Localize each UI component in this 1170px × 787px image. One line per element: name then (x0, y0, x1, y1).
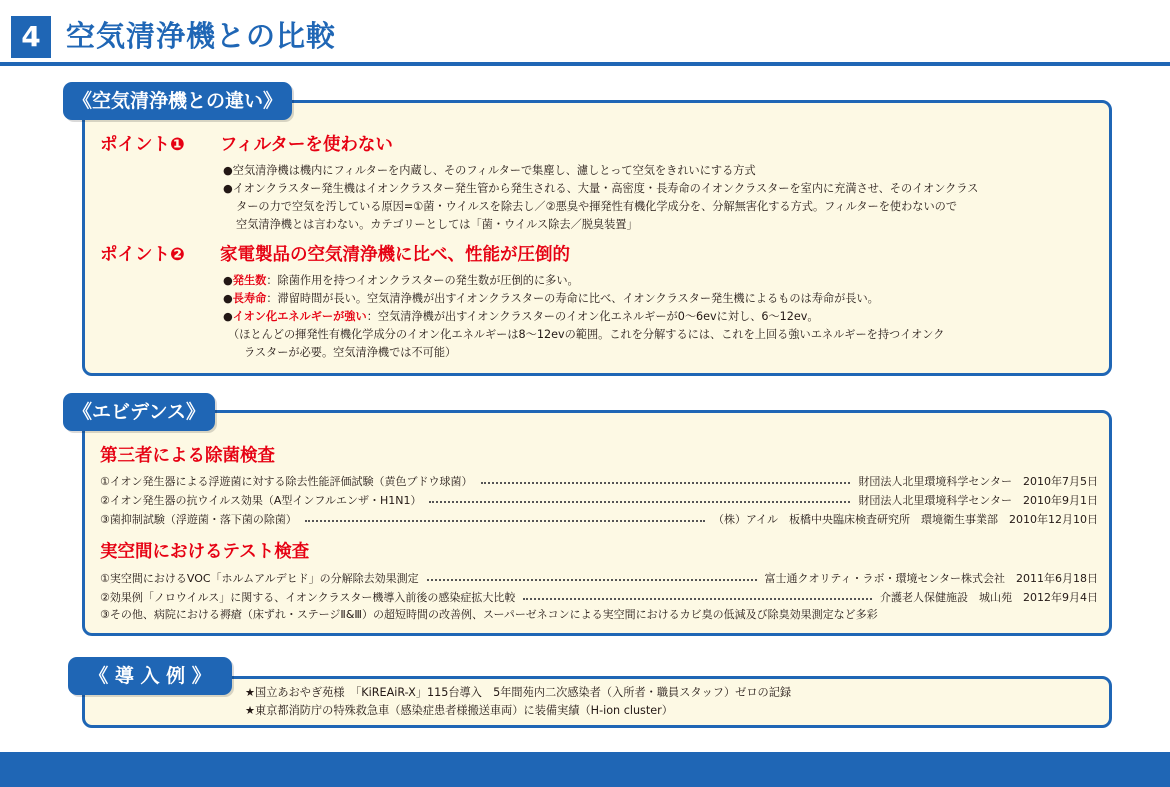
page-header (0, 0, 1170, 70)
differences-tab: 《空気清浄機との違い》 (63, 82, 292, 120)
leader-dots (305, 520, 705, 522)
third-party-heading: 第三者による除菌検査 (100, 446, 275, 466)
leader-dots (481, 482, 851, 484)
leader-dots (523, 598, 872, 600)
footer-bar (0, 752, 1170, 787)
point2-term: 長寿命 (232, 292, 267, 305)
page-title: 空気清浄機との比較 (66, 19, 337, 53)
leader-dots (429, 501, 850, 503)
point2-heading (100, 243, 570, 267)
point1-line: ●空気清浄機は機内にフィルターを内蔵し、そのフィルターで集塵し、濾しとって空気をきれいにする方式 (223, 164, 756, 177)
point2-note: （ほとんどの揮発性有機化学成分のイオン化エネルギーは8〜12evの範囲。これを分解するには、これを上回る強いエネルギーを持つイオンク (228, 328, 945, 341)
evidence-row: ②効果例「ノロウイルス」に関する、イオンクラスター機導入前後の感染症拡大比較 介護老人保健施設 城山苑 2012年9月4日 (100, 591, 1098, 604)
example-line: ★国立あおやぎ苑様 「KiREAiR-X」115台導入 5年間苑内二次感染者（入所者・職員スタッフ）ゼロの記録 (245, 686, 792, 699)
point2-note: ラスターが必要。空気清浄機では不可能） (244, 346, 457, 359)
point2-item: ●長寿命：滞留時間が長い。空気清浄機が出すイオンクラスターの寿命に比べ、イオンクラスター発生機によるものは寿命が長い。 (223, 292, 879, 305)
evidence-row: ①イオン発生器による浮遊菌に対する除去性能評価試験（黄色ブドウ球菌） 財団法人北里環境科学センター 2010年7月5日 (100, 475, 1098, 488)
evidence-row: ①実空間におけるVOC「ホルムアルデヒド」の分解除去効果測定 富士通クオリティ・ラボ・環境センター株式会社 2011年6月18日 (100, 572, 1098, 585)
header-rule (0, 62, 1170, 66)
real-space-heading: 実空間におけるテスト検査 (100, 542, 310, 562)
point2-term: 発生数 (232, 274, 267, 287)
point1-line: 空気清浄機とは言わない。カテゴリーとしては「菌・ウイルス除去／脱臭装置」 (236, 218, 638, 231)
point2-item: ●発生数：除菌作用を持つイオンクラスターの発生数が圧倒的に多い。 (223, 274, 579, 287)
evidence-tab: 《エビデンス》 (63, 393, 215, 431)
point1-title: フィルターを使わない (220, 135, 393, 155)
point2-term: イオン化エネルギーが強い (232, 310, 367, 323)
evidence-row: ②イオン発生器の抗ウイルス効果（A型インフルエンザ・H1N1） 財団法人北里環境科学センター 2010年9月1日 (100, 494, 1098, 507)
example-line: ★東京都消防庁の特殊救急車（感染症患者様搬送車両）に装備実績（H-ion cluster） (245, 704, 673, 717)
point1-line: ●イオンクラスター発生機はイオンクラスター発生管から発生される、大量・高密度・長寿命のイオンクラスターを室内に充満させ、そのイオンクラス (223, 182, 979, 195)
evidence-extra: ③その他、病院における褥瘡（床ずれ・ステージⅡ&Ⅲ）の超短時間の改善例、スーパーゼネコンによる実空間におけるカビ臭の低減及び除臭効果測定など多彩 (100, 608, 878, 621)
leader-dots (427, 579, 757, 581)
point1-heading (100, 133, 393, 157)
point1-label: ポイント❶ (100, 135, 185, 155)
evidence-row: ③菌抑制試験（浮遊菌・落下菌の除菌） （株）アイル 板橋中央臨床検査研究所 環境衛生事業部 2010年12月10日 (100, 513, 1098, 526)
point2-title: 家電製品の空気清浄機に比べ、性能が圧倒的 (220, 245, 570, 265)
point2-label: ポイント❷ (100, 245, 185, 265)
point1-line: ターの力で空気を汚している原因=①菌・ウイルスを除去し／②悪臭や揮発性有機化学成分を、分解無害化する方式。フィルターを使わないので (236, 200, 958, 213)
section-number-badge: 4 (11, 16, 51, 58)
point2-item: ●イオン化エネルギーが強い：空気清浄機が出すイオンクラスターのイオン化エネルギーが0〜6evに対し、6〜12ev。 (223, 310, 819, 323)
examples-tab: 《 導 入 例 》 (68, 657, 232, 695)
